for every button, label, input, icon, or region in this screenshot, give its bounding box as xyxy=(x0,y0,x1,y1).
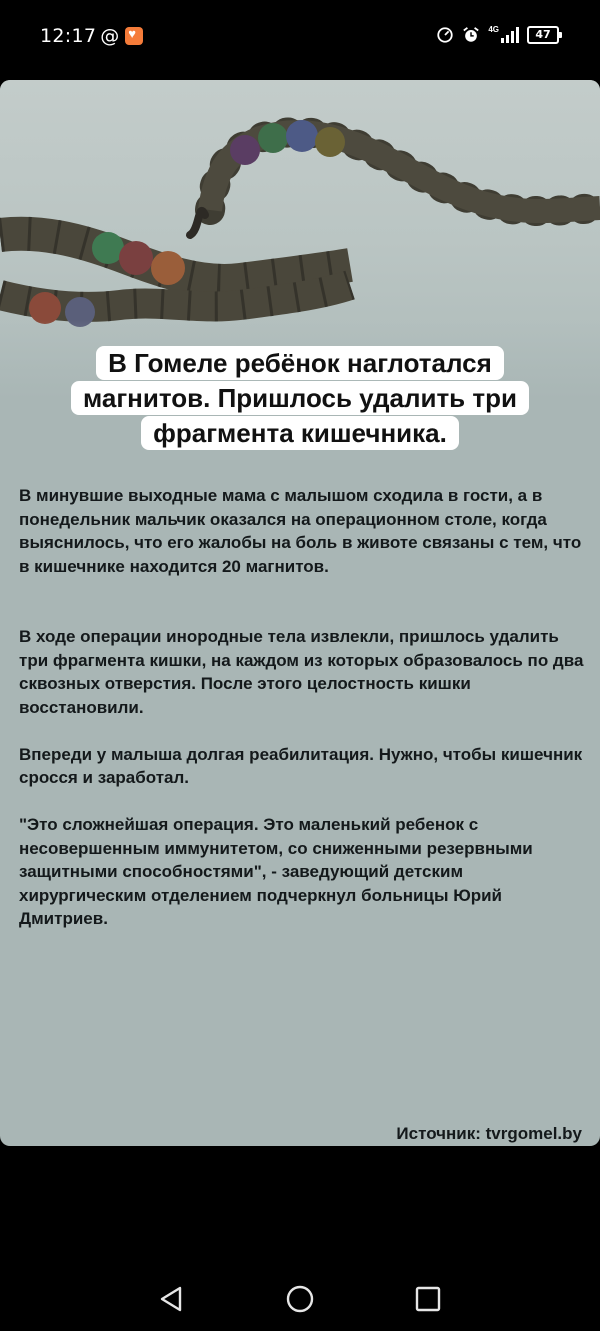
home-circle-icon[interactable] xyxy=(285,1284,315,1314)
status-time: 12:17 xyxy=(40,25,97,47)
post-card[interactable] xyxy=(0,80,600,1146)
source-credit: Источник: tvrgomel.by xyxy=(396,1124,582,1143)
speedometer-icon xyxy=(436,26,454,44)
paragraph-3: Впереди у малыша долгая реабилитация. Нужно, чтобы кишечник сросся и заработал. xyxy=(19,744,583,787)
battery-icon xyxy=(527,26,562,44)
signal-bars-icon xyxy=(501,27,519,43)
status-bar xyxy=(0,0,600,76)
battery-level: 47 xyxy=(527,26,559,44)
post-headline xyxy=(0,346,600,451)
network-type: 4G xyxy=(488,24,499,34)
post-body xyxy=(19,484,584,931)
headline-line-2: магнитов. Пришлось удалить три xyxy=(71,381,529,415)
headline-line-1: В Гомеле ребёнок наглотался xyxy=(96,346,504,380)
navigation-bar xyxy=(0,1260,600,1331)
back-triangle-icon[interactable] xyxy=(156,1284,186,1314)
alarm-clock-icon xyxy=(462,26,480,44)
headline-line-3: фрагмента кишечника. xyxy=(141,416,459,450)
paragraph-1: В минувшие выходные мама с малышом сходила в гости, а в понедельник мальчик оказался на операционном столе, когда выяснилось, что его жалобы на боль в животе связаны с тем, что в кишечнике находится 20 магнитов. xyxy=(19,486,582,576)
recent-apps-square-icon[interactable] xyxy=(413,1284,443,1314)
paragraph-2: В ходе операции инородные тела извлекли, пришлось удалить три фрагмента кишки, на каждом из которых образовалось по два сквозных отверстия. После этого целостность кишки восстановили. xyxy=(19,627,584,717)
orange-heart-app-icon xyxy=(125,27,143,45)
at-symbol: @ xyxy=(100,25,120,47)
paragraph-4: "Это сложнейшая операция. Это маленький ребенок с несовершенным иммунитетом, со сниженными резервными защитными способностями", - заведующий детским хирургическим отделением подчеркнул больницы Юрий Дмитриев. xyxy=(19,815,533,928)
